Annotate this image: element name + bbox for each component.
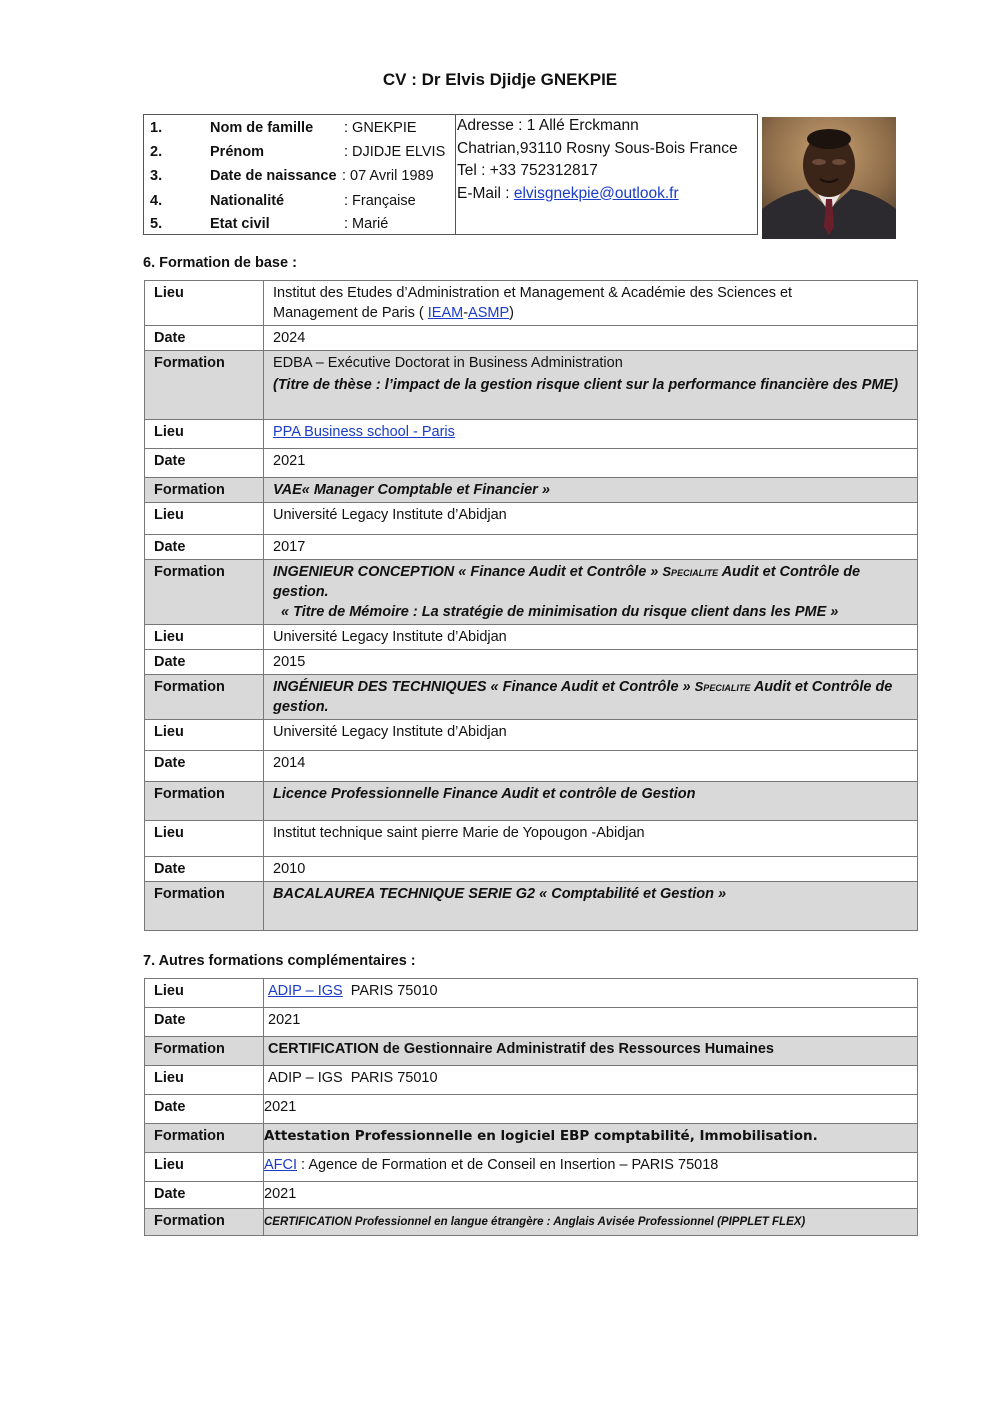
row-label: Lieu	[145, 281, 264, 326]
row-label: Formation	[145, 560, 264, 625]
row-label: Formation	[145, 1124, 264, 1153]
field-label: Nom de famille	[210, 120, 314, 136]
specialite-label: Specialite	[662, 564, 719, 579]
lieu-text: : Agence de Formation et de Conseil en Insertion – PARIS 75018	[297, 1157, 719, 1173]
row-number: 1.	[150, 120, 163, 136]
adip-igs-link[interactable]: ADIP – IGS	[268, 983, 343, 999]
row-value	[264, 560, 918, 625]
row-value: Institut technique saint pierre Marie de Yopougon -Abidjan	[264, 821, 918, 857]
row-label: Date	[145, 449, 264, 478]
email-line	[457, 183, 757, 206]
email-link[interactable]: elvisgnekpie@outlook.fr	[513, 184, 679, 202]
field-value: : GNEKPIE	[344, 120, 417, 136]
row-value	[264, 979, 918, 1008]
formation-title: CERTIFICATION Professionnel en langue étrangère : Anglais Avisée Professionnel (PIPPLET FLEX)	[264, 1216, 806, 1228]
memoire-title: « Titre de Mémoire : La stratégie de minimisation du risque client dans les PME »	[281, 604, 839, 620]
table-row	[145, 1209, 918, 1236]
row-value: Université Legacy Institute d’Abidjan	[264, 625, 918, 650]
row-value: BACALAUREA TECHNIQUE SERIE G2 « Comptabilité et Gestion »	[264, 882, 918, 931]
table-row	[145, 1066, 918, 1095]
address-line: Chatrian,93110 Rosny Sous-Bois France	[457, 139, 738, 157]
row-label: Formation	[145, 882, 264, 931]
row-label: Formation	[145, 1037, 264, 1066]
table-row	[145, 720, 918, 751]
row-label: Lieu	[145, 420, 264, 449]
row-value: CERTIFICATION de Gestionnaire Administratif des Ressources Humaines	[264, 1037, 918, 1066]
row-value	[264, 420, 918, 449]
row-label: Date	[145, 650, 264, 675]
field-label: Nationalité	[210, 193, 285, 209]
table-row	[145, 821, 918, 857]
table-row	[145, 1124, 918, 1153]
field-label: Date de naissance	[210, 168, 337, 184]
row-value	[264, 675, 918, 720]
row-label: Lieu	[145, 1153, 264, 1182]
formation-title: INGENIEUR CONCEPTION « Finance Audit et Contrôle »	[273, 564, 663, 580]
row-value	[264, 281, 918, 326]
row-number: 3.	[150, 168, 163, 184]
lieu-text: Management de Paris (	[273, 305, 428, 321]
specialite-label: Specialite	[694, 679, 751, 694]
row-label: Formation	[145, 782, 264, 821]
row-label: Formation	[145, 675, 264, 720]
row-value: Licence Professionnelle Finance Audit et contrôle de Gestion	[264, 782, 918, 821]
table-row	[145, 1182, 918, 1209]
address-line: Adresse : 1 Allé Erckmann	[457, 117, 639, 134]
row-value: 2015	[264, 650, 918, 675]
thesis-title: (Titre de thèse : l’impact de la gestion risque client sur la performance financière des PME)	[273, 377, 899, 393]
formation-title: EDBA – Exécutive Doctorat in Business Administration	[273, 355, 623, 371]
row-value	[264, 351, 918, 420]
row-value	[264, 1153, 918, 1182]
row-label: Lieu	[145, 1066, 264, 1095]
row-label: Formation	[145, 1209, 264, 1236]
row-value: 2021	[264, 1182, 918, 1209]
table-row	[145, 449, 918, 478]
table-row	[145, 326, 918, 351]
table-row	[145, 1008, 918, 1037]
row-number: 2.	[150, 144, 163, 160]
row-number: 4.	[150, 193, 163, 209]
row-label: Date	[145, 1008, 264, 1037]
identity-box	[143, 114, 758, 235]
email-label: E-Mail :	[457, 184, 514, 202]
table-row	[145, 503, 918, 535]
table-row	[145, 1037, 918, 1066]
table-row	[145, 751, 918, 782]
asmp-link[interactable]: ASMP	[468, 305, 510, 321]
field-value: : Marié	[344, 216, 389, 232]
formation-title: Audit et Contrôle de gestion.	[273, 679, 893, 715]
row-label: Formation	[145, 478, 264, 503]
field-value: : 07 Avril 1989	[342, 168, 434, 184]
row-value: Université Legacy Institute d’Abidjan	[264, 720, 918, 751]
field-value: : Française	[344, 193, 416, 209]
lieu-text: Institut des Etudes d’Administration et Management & Académie des Sciences et	[273, 285, 793, 301]
page-title: CV : Dr Elvis Djidje GNEKPIE	[382, 70, 618, 89]
row-label: Date	[145, 857, 264, 882]
row-value: 2021	[264, 1008, 918, 1037]
lieu-text: )	[509, 305, 514, 321]
field-label: Prénom	[210, 144, 264, 160]
row-label: Lieu	[145, 625, 264, 650]
table-row	[145, 1095, 918, 1124]
identity-row	[144, 140, 455, 164]
row-label: Date	[145, 326, 264, 351]
field-value: : DJIDJE ELVIS	[344, 144, 446, 160]
identity-row	[144, 116, 455, 140]
identity-row	[144, 212, 455, 236]
table-row	[145, 560, 918, 625]
portrait-image	[762, 117, 896, 239]
formation-base-table	[144, 280, 918, 931]
ppa-link[interactable]: PPA Business school - Paris	[273, 424, 455, 440]
table-row	[145, 281, 918, 326]
table-row	[145, 882, 918, 931]
table-row	[145, 478, 918, 503]
table-row	[145, 675, 918, 720]
row-value	[264, 1124, 918, 1153]
formation-title: Attestation Professionnelle en logiciel EBP comptabilité, Immobilisation.	[264, 1128, 818, 1144]
row-label: Lieu	[145, 979, 264, 1008]
row-value: 2024	[264, 326, 918, 351]
identity-row	[144, 189, 455, 213]
row-label: Date	[145, 535, 264, 560]
row-label: Lieu	[145, 503, 264, 535]
row-label: Lieu	[145, 821, 264, 857]
identity-fields	[144, 115, 456, 234]
table-row	[145, 535, 918, 560]
table-row	[145, 420, 918, 449]
table-row	[145, 782, 918, 821]
row-label: Date	[145, 1095, 264, 1124]
field-label: Etat civil	[210, 216, 270, 232]
formation-title: INGÉNIEUR DES TECHNIQUES « Finance Audit et Contrôle »	[273, 679, 695, 695]
section-heading: 7. Autres formations complémentaires :	[143, 953, 416, 969]
separator: -	[463, 305, 469, 321]
formation-title: Audit et Contrôle de gestion.	[273, 564, 861, 600]
row-value: VAE« Manager Comptable et Financier »	[264, 478, 918, 503]
row-value: ADIP – IGS PARIS 75010	[264, 1066, 918, 1095]
afci-link[interactable]: AFCI	[264, 1157, 298, 1173]
autres-formations-table	[144, 978, 918, 1236]
contact-block	[456, 115, 757, 205]
table-row	[145, 625, 918, 650]
table-row	[145, 857, 918, 882]
table-row	[145, 650, 918, 675]
row-value: 2021	[264, 449, 918, 478]
identity-row	[144, 164, 455, 188]
row-label: Lieu	[145, 720, 264, 751]
row-label: Formation	[145, 351, 264, 420]
profile-photo	[762, 117, 896, 239]
row-value	[264, 1209, 918, 1236]
phone-line: Tel : +33 752312817	[457, 162, 598, 179]
table-row	[145, 979, 918, 1008]
row-label: Date	[145, 751, 264, 782]
lieu-text: PARIS 75010	[342, 983, 438, 999]
table-row	[145, 1153, 918, 1182]
row-label: Date	[145, 1182, 264, 1209]
row-number: 5.	[150, 216, 163, 232]
row-value: 2014	[264, 751, 918, 782]
section-heading: 6. Formation de base :	[143, 255, 297, 271]
table-row	[145, 351, 918, 420]
ieam-link[interactable]: IEAM	[427, 305, 464, 321]
row-value: 2010	[264, 857, 918, 882]
row-value: 2017	[264, 535, 918, 560]
row-value: 2021	[264, 1095, 918, 1124]
row-value: Université Legacy Institute d’Abidjan	[264, 503, 918, 535]
